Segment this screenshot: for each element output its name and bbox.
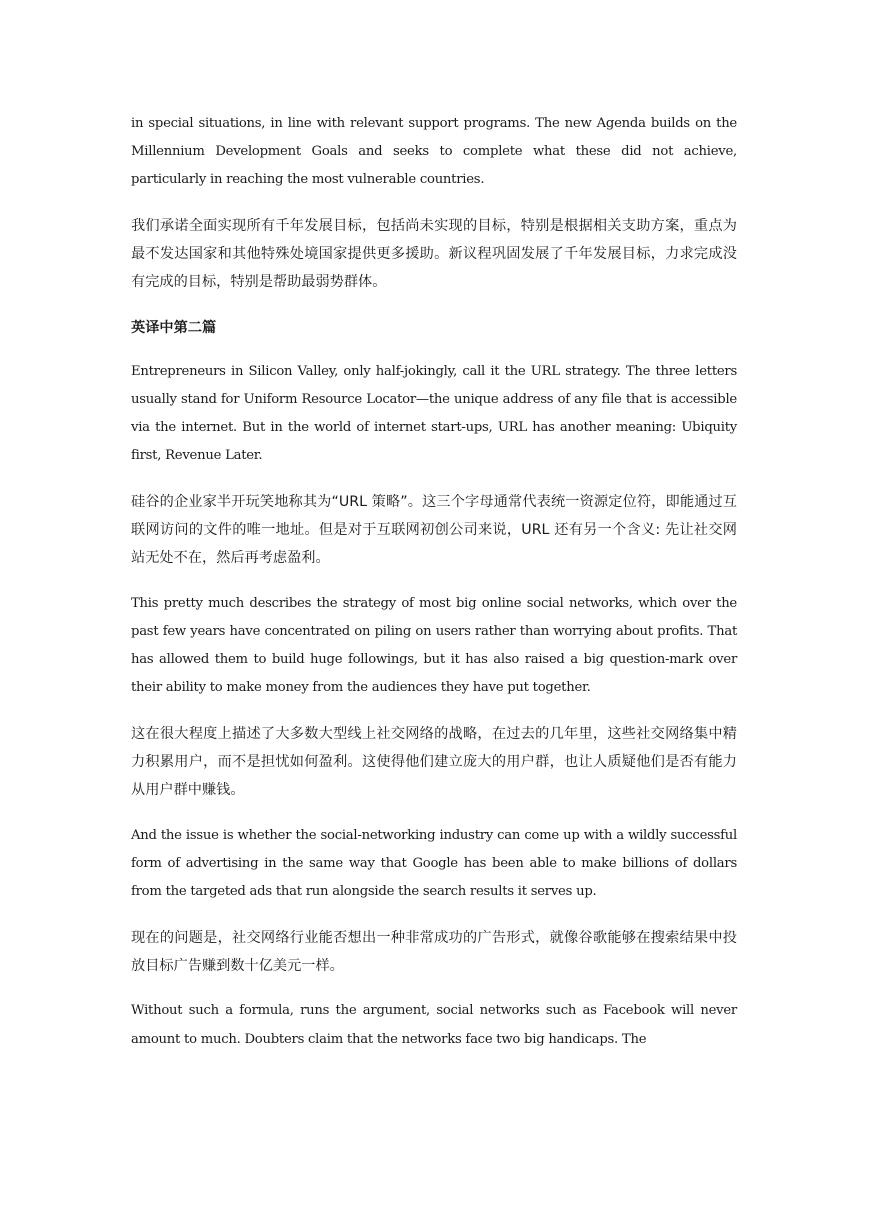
- section-heading: 英译中第二篇: [131, 319, 217, 336]
- paragraph-en-5: Without such a formula, runs the argument, social networks such as Facebook will never amount to much. Doubters claim that the networks face two big handicaps. The: [131, 1003, 737, 1047]
- paragraph-en-3: This pretty much describes the strategy of most big online social networks, which over the past few years have concentrated on piling on users rather than worrying about profits. That has allowed them to build huge followings, but it has also raised a big question-mark over their ability to make money from the audiences they have put together.: [131, 595, 737, 696]
- paragraph-zh-2: 硅谷的企业家半开玩笑地称其为“URL 策略”。这三个字母通常代表统一资源定位符，即能通过互联网访问的文件的唯一地址。但是对于互联网初创公司来说，URL 还有另一个含义: 先让社交网站无处不在，然后再考虑盈利。: [131, 493, 737, 567]
- paragraph-en-2: Entrepreneurs in Silicon Valley, only half-jokingly, call it the URL strategy. The three letters usually stand for Uniform Resource Locator—the unique address of any file that is accessible via the internet. But in the world of internet start-ups, URL has another meaning: Ubiquity first, Revenue Later.: [131, 363, 737, 464]
- document-page: [131, 110, 737, 1071]
- paragraph-en-1: in special situations, in line with relevant support programs. The new Agenda builds on the Millennium Development Goals and seeks to complete what these did not achieve, particularly in reaching the most vulnerable countries.: [131, 116, 737, 188]
- paragraph-zh-3: 这在很大程度上描述了大多数大型线上社交网络的战略，在过去的几年里，这些社交网络集中精力积累用户，而不是担忧如何盈利。这使得他们建立庞大的用户群，也让人质疑他们是否有能力从用户群中赚钱。: [131, 725, 737, 799]
- paragraph-en-4: And the issue is whether the social-networking industry can come up with a wildly successful form of advertising in the same way that Google has been able to make billions of dollars from the targeted ads that run alongside the search results it serves up.: [131, 827, 737, 900]
- paragraph-zh-4: 现在的问题是，社交网络行业能否想出一种非常成功的广告形式，就像谷歌能够在搜索结果中投放目标广告赚到数十亿美元一样。: [131, 929, 737, 974]
- paragraph-zh-1: 我们承诺全面实现所有千年发展目标，包括尚未实现的目标，特别是根据相关支助方案，重点为最不发达国家和其他特殊处境国家提供更多援助。新议程巩固发展了千年发展目标，力求完成没有完成的目标，特别是帮助最弱势群体。: [131, 217, 737, 291]
